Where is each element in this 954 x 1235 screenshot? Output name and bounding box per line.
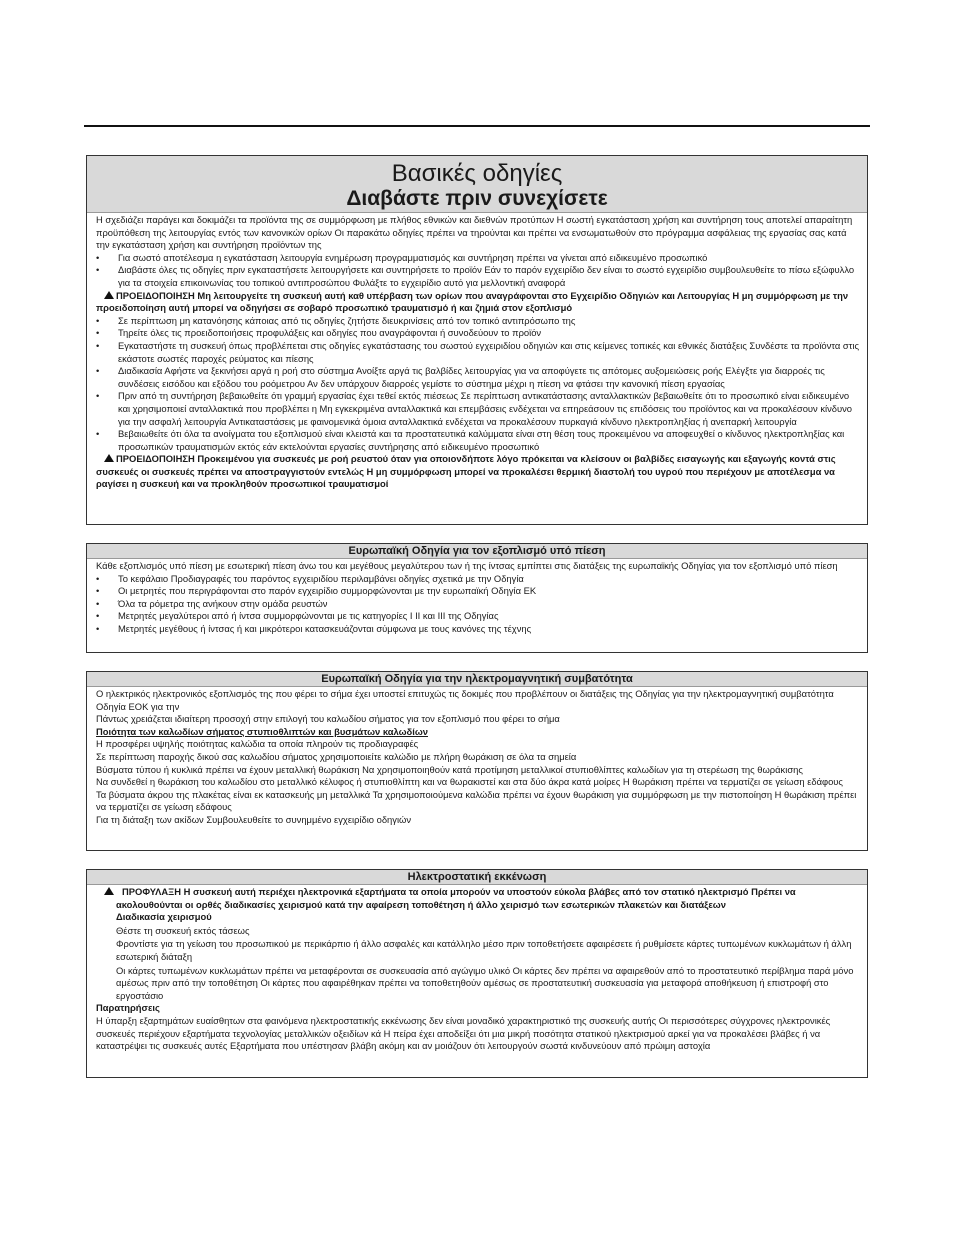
list-item: • Οι μετρητές που περιγράφονται στο παρόν εγχειρίδιο συμμορφώνονται με την ευρωπαϊκή Οδηγία ΕΚ (96, 585, 860, 598)
caution-icon (104, 887, 114, 895)
top-rule (84, 125, 870, 127)
list-item: • Το κεφάλαιο Προδιαγραφές του παρόντος εγχειριδίου περιλαμβάνει οδηγίες σχετικά με την Οδηγία (96, 573, 860, 586)
notes-paragraph: Η ύπαρξη εξαρτημάτων ευαίσθητων στα φαινόμενα ηλεκτροστατικής εκκένωσης δεν είναι μοναδικό χαρακτηριστικό της συσκευής αυτής Οι περισσότερες σύγχρονες ηλεκτρονικές συσκευές περιέχουν εξαρτήματα τεχνολογίας μεταλλικών οξειδίων κά Η πείρα έχει αποδείξει ότι μια μικρή ποσότητα στατικού ηλεκτρισμού αρκεί για να προκαλέσει βλάβες ή να καταστρέψει τις συσκευές αυτές Εξαρτήματα που υπέστησαν βλάβη ακόμη και αν μοιάζουν ότι λειτουργούν σωστά κινδυνεύουν από πρώιμη αστοχία (96, 1014, 831, 1052)
list-item: • Για σωστό αποτέλεσμα η εγκατάσταση λειτουργία ενημέρωση προγραμματισμός και συντήρηση πρέπει να γίνεται από ειδικευμένο προσωπικό (96, 252, 860, 265)
warning-block (96, 453, 860, 491)
pressure-directive-body (87, 559, 867, 638)
procedure-step: Οι κάρτες τυπωμένων κυκλωμάτων πρέπει να μεταφέρονται σε συσκευασία από αγώγιμο υλικό Οι κάρτες δεν πρέπει να αφαιρεθούν από το προστατευτικό περίβλημα παρά μόνο αμέσως πριν από την τοποθέτηση Οι κάρτες που αφαιρέθηκαν πρέπει να τοποθετηθούν αμέσως σε προστατευτική συσκευασία για μεταφορά αποθήκευση ή επιστροφή στο εργοστάσιο (116, 964, 854, 1001)
list-item: • Όλα τα ρόμετρα της ανήκουν στην ομάδα ρευστών (96, 598, 860, 611)
caution-text: ΠΡΟΦΥΛΑΞΗ Η συσκευή αυτή περιέχει ηλεκτρονικά εξαρτήματα τα οποία μπορούν να υποστούν εύκολα βλάβες από τον στατικό ηλεκτρισμό Πρέπει να ακολουθούνται οι ορθές διαδικασίες χειρισμού κατά την αφαίρεση τοποθέτηση ή άλλο χειρισμό των εσωτερικών πλακετών και διατάξεων (116, 886, 796, 910)
pressure-directive-box (86, 543, 868, 653)
warning-block (96, 290, 860, 315)
list-item: • Μετρητές μεγέθους ή ίντσας ή και μικρότεροι κατασκευάζονται σύμφωνα με τους κανόνες της τέχνης (96, 623, 860, 636)
emc-directive-box (86, 671, 868, 851)
emc-paragraph: Για τη διάταξη των ακίδων Συμβουλευθείτε το συνημμένο εγχειρίδιο οδηγιών (96, 813, 412, 825)
main-body (87, 213, 867, 493)
emc-paragraph: Η προσφέρει υψηλής ποιότητας καλώδια τα οποία πληρούν τις προδιαγραφές (96, 738, 419, 750)
procedure-step: Φροντίστε για τη γείωση του προσωπικού με περικάρπιο ή άλλο ασφαλές και κατάλληλο μέσο πριν τοποθετήσετε αφαιρέσετε ή ρυθμίσετε κάρτες τυπωμένων κυκλωμάτων ή άλλη εσωτερική διάταξη (116, 938, 852, 962)
emc-paragraph: Βύσματα τύπου ή κυκλικά πρέπει να έχουν μεταλλική θωράκιση Να χρησιμοποιηθούν κατά προτίμηση μεταλλικοί στυπιοθλίπτες καλωδίων για τη στερέωση της θωράκισης (96, 763, 803, 775)
esd-box (86, 869, 868, 1078)
emc-paragraph: Να συνδεθεί η θωράκιση του καλωδίου στο μεταλλικό κέλυφος ή στυπιοθλίπτη και να θωρακιστεί και στα δύο άκρα κατά μοίρες Η θωράκιση πρέπει να τερματίζει σε γείωση εδάφους (96, 776, 843, 788)
handling-procedure-heading: Διαδικασία χειρισμού (116, 911, 212, 923)
warning-icon (104, 454, 114, 462)
procedure-step: Θέστε τη συσκευή εκτός τάσεως (116, 924, 250, 936)
bullet-list-2 (96, 315, 860, 454)
esd-header: Ηλεκτροστατική εκκένωση (87, 870, 867, 885)
main-subtitle: Διαβάστε πριν συνεχίσετε (346, 187, 608, 210)
emc-cable-quality-heading: Ποιότητα των καλωδίων σήματος στυπιοθλιπτών και βυσμάτων καλωδίων (96, 725, 428, 737)
warning-text: ΠΡΟΕΙΔΟΠΟΙΗΣΗ Προκειμένου για συσκευές με ροή ρευστού όταν για οποιονδήποτε λόγο πρόκειται να κλείσουν οι βαλβίδες εισαγωγής και εξαγωγής κοντά στις συσκευές οι συσκευές πρέπει να αποστραγγιστούν εντελώς Η μη συμμόρφωση μπορεί να προκαλέσει θερμική διαστολή του υγρού που περιέχουν με αποτέλεσμα να ραγίσει η συσκευή και να προκληθούν προσωπικοί τραυματισμοί (96, 453, 836, 490)
list-item: • Τηρείτε όλες τις προειδοποιήσεις προφυλάξεις και οδηγίες που αναγράφονται ή συνοδεύουν το προϊόν (96, 327, 860, 340)
warning-text: ΠΡΟΕΙΔΟΠΟΙΗΣΗ Μη λειτουργείτε τη συσκευή αυτή καθ υπέρβαση των ορίων που αναγράφονται στο Εγχειρίδιο Οδηγιών και Λειτουργίας Η μη συμμόρφωση με την προειδοποίηση αυτή μπορεί να οδηγήσει σε σοβαρό προσωπικό τραυματισμό ή και ζημιά στον εξοπλισμό (96, 289, 849, 314)
notes-heading: Παρατηρήσεις (96, 1002, 160, 1014)
list-item: • Μετρητές μεγαλύτεροι από ή ίντσα συμμορφώνονται με τις κατηγορίες I II και III της Οδηγίας (96, 610, 860, 623)
esd-body (87, 885, 867, 1055)
emc-paragraph: Πάντως χρειάζεται ιδιαίτερη προσοχή στην επιλογή του καλωδίου σήματος για τον εξοπλισμό που φέρει το σήμα (96, 713, 560, 725)
list-item: • Σε περίπτωση μη κατανόησης κάποιας από τις οδηγίες ζητήστε διευκρινίσεις από τον τοπικό αντιπρόσωπο της (96, 315, 860, 328)
basic-instructions-box (86, 155, 868, 525)
main-header (87, 156, 867, 213)
emc-paragraph: Ο ηλεκτρικός ηλεκτρονικός εξοπλισμός της που φέρει το σήμα έχει υποστεί επιτυχώς τις δοκιμές που προβλέπουν οι διατάξεις της Οδηγίας για την ηλεκτρομαγνητική συμβατότητα Οδηγία ΕΟΚ για την (96, 688, 834, 712)
warning-icon (104, 291, 114, 299)
list-item: • Πριν από τη συντήρηση βεβαιωθείτε ότι γραμμή εργασίας έχει τεθεί εκτός πιέσεως Σε περίπτωση αντικατάστασης ανταλλακτικών βεβαιωθείτε ότι το προσωπικό είναι ειδικευμένο και χρησιμοποιεί ανταλλακτικά που προβλέπει η Μη εγκεκριμένα ανταλλακτικά και επεμβάσεις ενδέχεται να επηρεάσουν τις επιδόσεις του προϊόντος και να προκαλέσουν κίνδυνο για την ασφαλή λειτουργία Αντικαταστάσεις με φαινομενικά όμοια ανταλλακτικά ενδέχεται να προκαλέσουν πυρκαγιά κίνδυνο ηλεκτροπληξίας ή ανεπαρκή λειτουργία (96, 390, 860, 428)
emc-directive-body (87, 687, 867, 829)
main-title: Βασικές οδηγίες (391, 160, 563, 187)
emc-paragraph: Τα βύσματα άκρου της πλακέτας είναι εκ κατασκευής μη μεταλλικά Τα χρησιμοποιούμενα καλώδια πρέπει να έχουν θωράκιση για συμμόρφωση με την πιστοποίηση Η θωράκιση πρέπει να τερματίζει σε γείωση εδάφους (96, 788, 857, 813)
list-item: • Εγκαταστήστε τη συσκευή όπως προβλέπεται στις οδηγίες εγκατάστασης του σωστού εγχειριδίου οδηγιών και στις κείμενες τοπικές και εθνικές διατάξεις Συνδέστε τα προϊόντα στις εκάστοτε σωστές παροχές ρεύματος και πίεσης (96, 340, 860, 365)
pressure-bullets (96, 573, 860, 636)
list-item: • Διαβάστε όλες τις οδηγίες πριν εγκαταστήσετε λειτουργήσετε και συντηρήσετε το προϊόν Εάν το παρόν εγχειρίδιο δεν είναι το σωστό εγχειρίδιο συμβουλευθείτε το πίσω εξώφυλλο για τα στοιχεία επικοινωνίας του τοπικού αντιπροσώπου Φυλάξτε το εγχειρίδιο αυτό για μελλοντική αναφορά (96, 264, 860, 289)
pressure-intro: Κάθε εξοπλισμός υπό πίεση με εσωτερική πίεση άνω του και μεγέθους μεγαλύτερου των ή της ίντσας εμπίπτει στις διατάξεις της ευρωπαϊκής Οδηγίας για τον εξοπλισμό υπό πίεση (96, 560, 838, 571)
list-item: • Διαδικασία Αφήστε να ξεκινήσει αργά η ροή στο σύστημα Ανοίξτε αργά τις βαλβίδες λειτουργίας για να αποφύγετε τις απότομες αυξομειώσεις ροής Ελέγξτε για διαρροές τις συνδέσεις εισόδου και εξόδου του ροόμετρου Αν δεν υπάρχουν διαρροές γεμίστε το σύστημα μέχρι η πίεση να φτάσει την κανονική πίεση εργασίας (96, 365, 860, 390)
list-item: • Βεβαιωθείτε ότι όλα τα ανοίγματα του εξοπλισμού είναι κλειστά και τα προστατευτικά καλύμματα είναι στη θέση τους προκειμένου να αποφευχθεί ο κίνδυνος ηλεκτροπληξίας και προσωπικών τραυματισμών εκτός εάν εκτελούνται εργασίες συντήρησης από ειδικευμένο προσωπικό (96, 428, 860, 453)
intro-paragraph: Η σχεδιάζει παράγει και δοκιμάζει τα προϊόντα της σε συμμόρφωση με πλήθος εθνικών και διεθνών προτύπων Η σωστή εγκατάσταση χρήση και συντήρηση τους αποτελεί απαραίτητη προϋπόθεση της λειτουργίας εντός των κανονικών ορίων Οι παρακάτω οδηγίες πρέπει να τηρούνται και πρέπει να ενσωματωθούν στο πρόγραμμα ασφάλειας της εργασίας σας κατά την εγκατάσταση χρήση και συντήρηση προϊόντων της (96, 214, 853, 251)
bullet-list-1 (96, 252, 860, 290)
emc-directive-header: Ευρωπαϊκή Οδηγία για την ηλεκτρομαγνητική συμβατότητα (87, 672, 867, 687)
caution-block (96, 886, 860, 911)
pressure-directive-header: Ευρωπαϊκή Οδηγία για τον εξοπλισμό υπό πίεση (87, 544, 867, 559)
emc-paragraph: Σε περίπτωση παροχής δικού σας καλωδίου σήματος χρησιμοποιείτε καλώδιο με πλήρη θωράκιση σε όλα τα σημεία (96, 750, 577, 762)
